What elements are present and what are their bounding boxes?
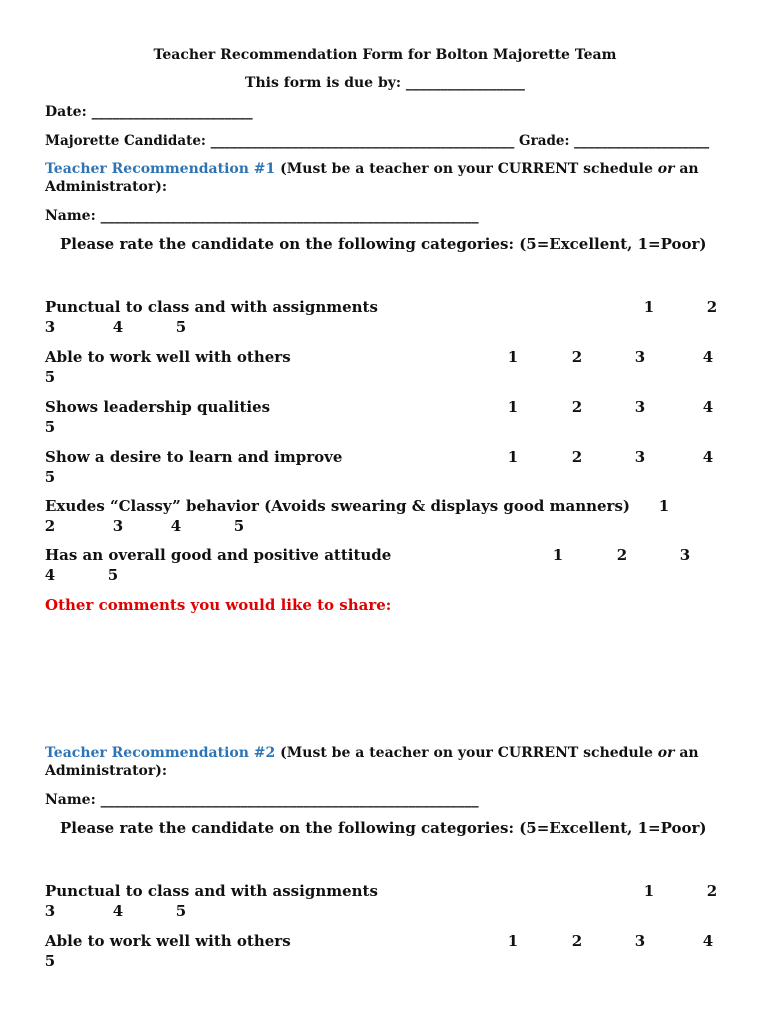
rating-5: 5 bbox=[233, 517, 245, 535]
rating-2: 2 bbox=[571, 348, 583, 366]
rating-3: 3 bbox=[634, 398, 646, 416]
rating-5: 5 bbox=[175, 318, 187, 336]
rating-1: 1 bbox=[507, 932, 519, 950]
recommendation-2-name-line: Name: ______________________________________________________ bbox=[45, 792, 479, 808]
rating-item-label: Punctual to class and with assignments bbox=[45, 298, 378, 316]
form-title: Teacher Recommendation Form for Bolton Majorette Team bbox=[153, 47, 617, 63]
rating-item-label: Able to work well with others bbox=[45, 932, 291, 950]
rating-3: 3 bbox=[44, 318, 56, 336]
rating-2: 2 bbox=[616, 546, 628, 564]
due-date-line: This form is due by: _________________ bbox=[245, 75, 525, 91]
rating-4: 4 bbox=[44, 566, 56, 584]
recommendation-2-heading bbox=[45, 744, 735, 780]
recommendation-1-name-line: Name: ______________________________________________________ bbox=[45, 208, 479, 224]
rating-4: 4 bbox=[702, 448, 714, 466]
rating-4: 4 bbox=[170, 517, 182, 535]
rating-4: 4 bbox=[702, 398, 714, 416]
recommendation-2-title: Teacher Recommendation #2 bbox=[45, 745, 276, 761]
rating-2: 2 bbox=[44, 517, 56, 535]
rating-item-label: Has an overall good and positive attitude bbox=[45, 546, 392, 564]
rating-5: 5 bbox=[44, 952, 56, 970]
recommendation-2-instructions: Please rate the candidate on the following categories: (5=Excellent, 1=Poor) bbox=[60, 819, 707, 837]
rating-4: 4 bbox=[702, 348, 714, 366]
rating-1: 1 bbox=[507, 398, 519, 416]
rating-2: 2 bbox=[571, 932, 583, 950]
date-line: Date: _______________________ bbox=[45, 104, 253, 120]
rating-1: 1 bbox=[643, 882, 655, 900]
recommendation-1-title: Teacher Recommendation #1 bbox=[45, 161, 276, 177]
rating-3: 3 bbox=[679, 546, 691, 564]
rating-3: 3 bbox=[112, 517, 124, 535]
rating-item-label: Exudes “Classy” behavior (Avoids swearing & displays good manners) bbox=[45, 497, 630, 515]
other-comments-label: Other comments you would like to share: bbox=[45, 596, 392, 614]
rating-3: 3 bbox=[634, 932, 646, 950]
rating-2: 2 bbox=[706, 882, 718, 900]
recommendation-2-note: (Must be a teacher on your CURRENT schedule or an Administrator): bbox=[45, 745, 699, 779]
rating-5: 5 bbox=[44, 368, 56, 386]
rating-item-label: Punctual to class and with assignments bbox=[45, 882, 378, 900]
recommendation-1-instructions: Please rate the candidate on the following categories: (5=Excellent, 1=Poor) bbox=[60, 235, 707, 253]
rating-2: 2 bbox=[706, 298, 718, 316]
rating-5: 5 bbox=[107, 566, 119, 584]
recommendation-1-heading bbox=[45, 160, 735, 196]
rating-1: 1 bbox=[507, 448, 519, 466]
rating-3: 3 bbox=[634, 348, 646, 366]
rating-2: 2 bbox=[571, 448, 583, 466]
rating-1: 1 bbox=[552, 546, 564, 564]
rating-1: 1 bbox=[643, 298, 655, 316]
rating-4: 4 bbox=[112, 902, 124, 920]
recommendation-1-note: (Must be a teacher on your CURRENT schedule or an Administrator): bbox=[45, 161, 699, 195]
rating-5: 5 bbox=[175, 902, 187, 920]
candidate-grade-line: Majorette Candidate: _____________________________________________ Grade: ____________________ bbox=[45, 133, 710, 149]
rating-5: 5 bbox=[44, 468, 56, 486]
rating-3: 3 bbox=[44, 902, 56, 920]
rating-1: 1 bbox=[507, 348, 519, 366]
rating-3: 3 bbox=[634, 448, 646, 466]
rating-2: 2 bbox=[571, 398, 583, 416]
rating-5: 5 bbox=[44, 418, 56, 436]
rating-item-label: Able to work well with others bbox=[45, 348, 291, 366]
rating-4: 4 bbox=[702, 932, 714, 950]
rating-4: 4 bbox=[112, 318, 124, 336]
rating-1: 1 bbox=[658, 497, 670, 515]
rating-item-label: Shows leadership qualities bbox=[45, 398, 271, 416]
rating-item-label: Show a desire to learn and improve bbox=[45, 448, 343, 466]
